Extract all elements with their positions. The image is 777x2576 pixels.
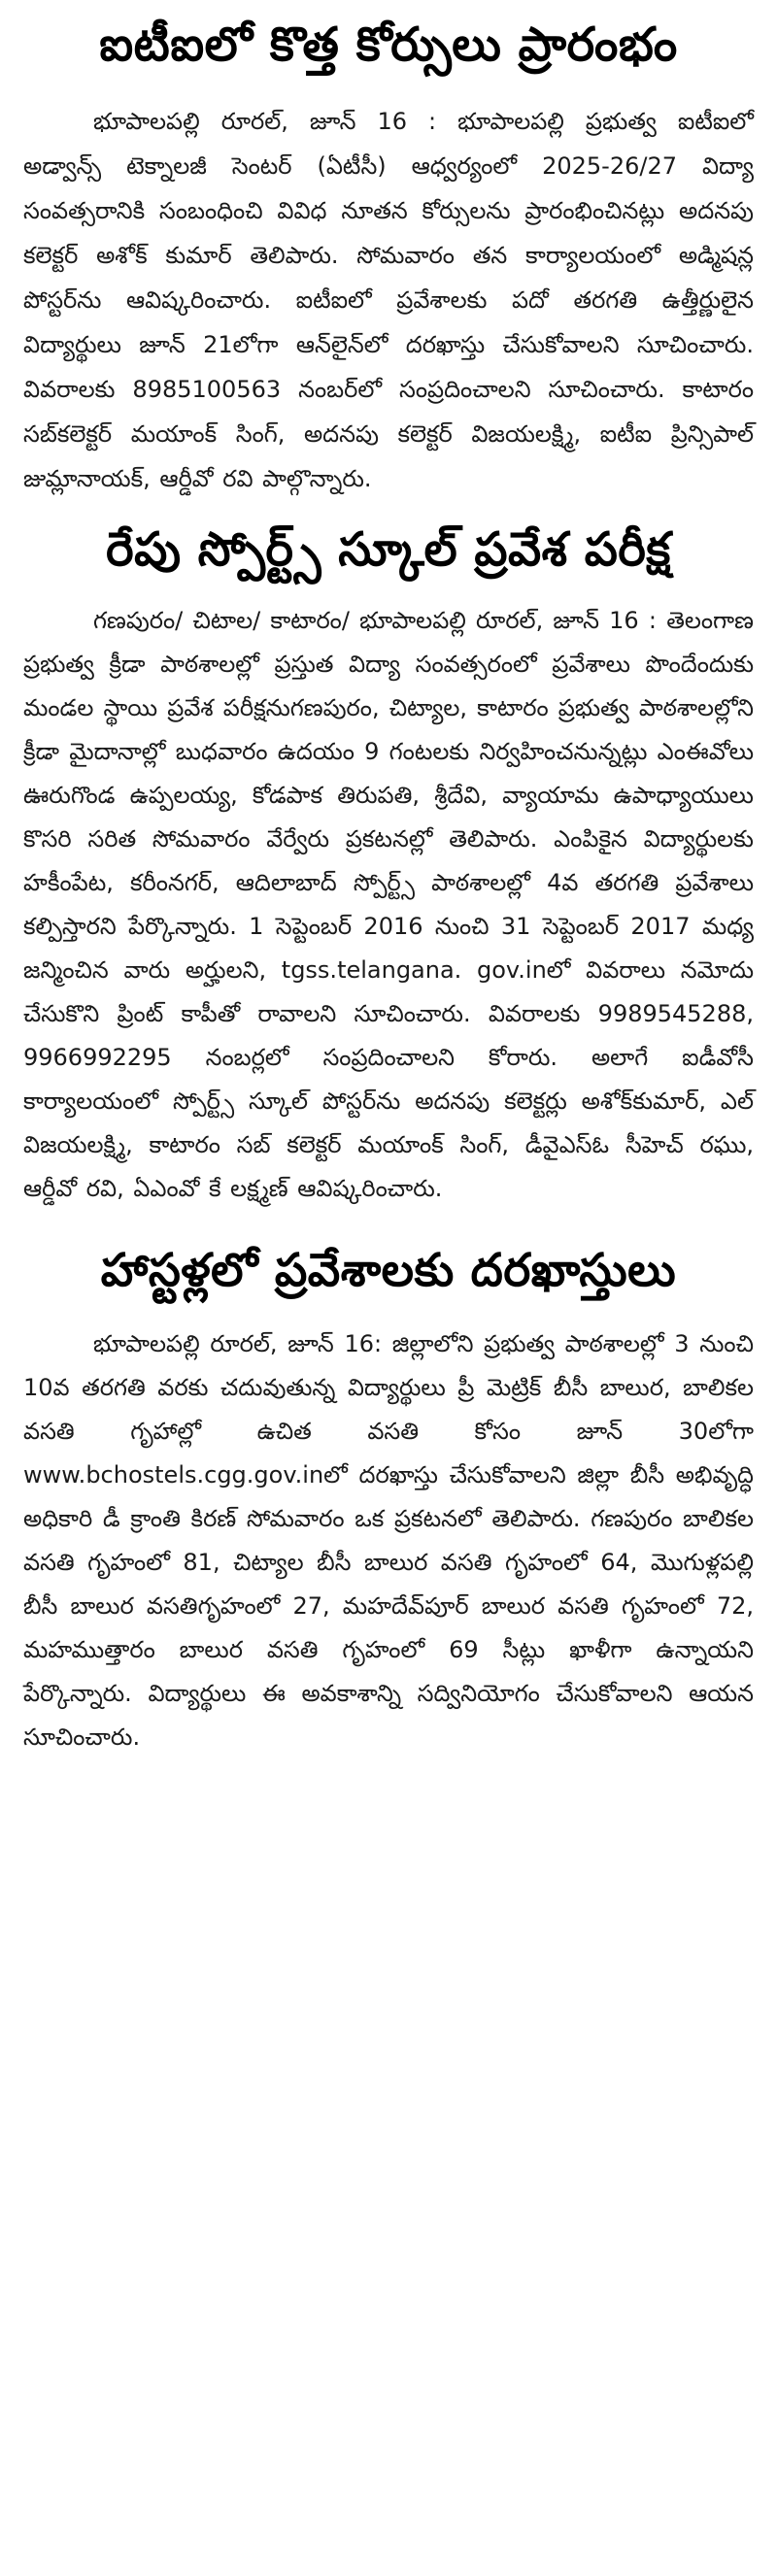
headline: హాస్టళ్లలో ప్రవేశాలకు దరఖాస్తులు <box>100 1244 677 1298</box>
article-sports-school-entrance-exam <box>23 522 754 1212</box>
headline: ఐటీఐలో కొత్త కోర్సులు ప్రారంభం <box>99 17 678 72</box>
article-body: భూపాలపల్లి రూరల్, జూన్ 16: జిల్లాలోని ప్రభుత్వ పాఠశాలల్లో 3 నుంచి 10వ తరగతి వరకు చదువుతున్న విద్యార్థులు ప్రీ మెట్రిక్ బీసీ బాలుర, బాలికల వసతి గృహాల్లో ఉచిత వసతి కోసం జూన్ 30లోగా www.bchostels.cgg.gov.inలో దరఖాస్తు చేసుకోవాలని జిల్లా బీసీ అభివృద్ధి అధికారి డీ క్రాంతి కిరణ్ సోమవారం ఒక ప్రకటనలో తెలిపారు. గణపురం బాలికల వసతి గృహంలో 81, చిట్యాల బీసీ బాలుర వసతి గృహంలో 64, మొగుళ్లపల్లి బీసీ బాలుర వసతిగృహంలో 27, మహదేవ్‌పూర్ బాలుర వసతి గృహంలో 72, మహముత్తారం బాలుర వసతి గృహంలో 69 సీట్లు ఖాళీగా ఉన్నాయని పేర్కొన్నారు. విద్యార్థులు ఈ అవకాశాన్ని సద్వినియోగం చేసుకోవాలని ఆయన సూచించారు. <box>23 1329 754 1751</box>
headline: రేపు స్పోర్ట్స్ స్కూల్ ప్రవేశ పరీక్ష <box>106 521 671 577</box>
article-iti-new-courses <box>23 17 754 501</box>
article-body: గణపురం/ చిటాల/ కాటారం/ భూపాలపల్లి రూరల్, జూన్ 16 : తెలంగాణ ప్రభుత్వ క్రీడా పాఠశాలల్లో ప్రస్తుత విద్యా సంవత్సరంలో ప్రవేశాలు పొందేందుకు మండల స్థాయి ప్రవేశ పరీక్షనుగణపురం, చిట్యాల, కాటారం ప్రభుత్వ పాఠశాలల్లోని క్రీడా మైదానాల్లో బుధవారం ఉదయం 9 గంటలకు నిర్వహించనున్నట్లు ఎంఈవోలు ఊరుగొండ ఉప్పలయ్య, కోడపాక తిరుపతి, శ్రీదేవి, వ్యాయామ ఉపాధ్యాయులు కొసరి సరిత సోమవారం వేర్వేరు ప్రకటనల్లో తెలిపారు. ఎంపికైన విద్యార్థులకు హకీంపేట, కరీంనగర్, ఆదిలాబాద్ స్పోర్ట్స్ పాఠశాలల్లో 4వ తరగతి ప్రవేశాలు కల్పిస్తారని పేర్కొన్నారు. 1 సెప్టెంబర్ 2016 నుంచి 31 సెప్టెంబర్ 2017 మధ్య జన్మించిన వారు అర్హులని, tgss.telangana. gov.inలో వివరాలు నమోదు చేసుకొని ప్రింట్ కాపీతో రావాలని సూచించారు. వివరాలకు 9989545288, 9966992295 నంబర్లలో సంప్రదించాలని కోరారు. అలాగే ఐడీవోసీ కార్యాలయంలో స్పోర్ట్స్ స్కూల్ పోస్టర్‌ను అదనపు కలెక్టర్లు అశోక్‌కుమార్, ఎల్ విజయలక్ష్మి, కాటారం సబ్ కలెక్టర్ మయాంక్ సింగ్, డీవైఎస్‌ఓ సీహెచ్ రఘు, ఆర్డీవో రవి, ఏఎంవో కే లక్ష్మణ్ ఆవిష్కరించారు. <box>23 607 754 1203</box>
article-hostel-admissions <box>23 1244 754 1758</box>
article-body: భూపాలపల్లి రూరల్, జూన్ 16 : భూపాలపల్లి ప్రభుత్వ ఐటీఐలో అడ్వాన్స్ టెక్నాలజీ సెంటర్ (ఏటీసీ) ఆధ్వర్యంలో 2025-26/27 విద్యా సంవత్సరానికి సంబంధించి వివిధ నూతన కోర్సులను ప్రారంభించినట్లు అదనపు కలెక్టర్ అశోక్ కుమార్ తెలిపారు. సోమవారం తన కార్యాలయంలో అడ్మిషన్ల పోస్టర్‌ను ఆవిష్కరించారు. ఐటీఐలో ప్రవేశాలకు పదో తరగతి ఉత్తీర్ణులైన విద్యార్థులు జూన్ 21లోగా ఆన్‌లైన్‌లో దరఖాస్తు చేసుకోవాలని సూచించారు. వివరాలకు 8985100563 నంబర్‌లో సంప్రదించాలని సూచించారు. కాటారం సబ్‌కలెక్టర్ మయాంక్ సింగ్, అదనపు కలెక్టర్ విజయలక్ష్మి, ఐటీఐ ప్రిన్సిపాల్ జుమ్లానాయక్, ఆర్డీవో రవి పాల్గొన్నారు. <box>23 107 754 492</box>
